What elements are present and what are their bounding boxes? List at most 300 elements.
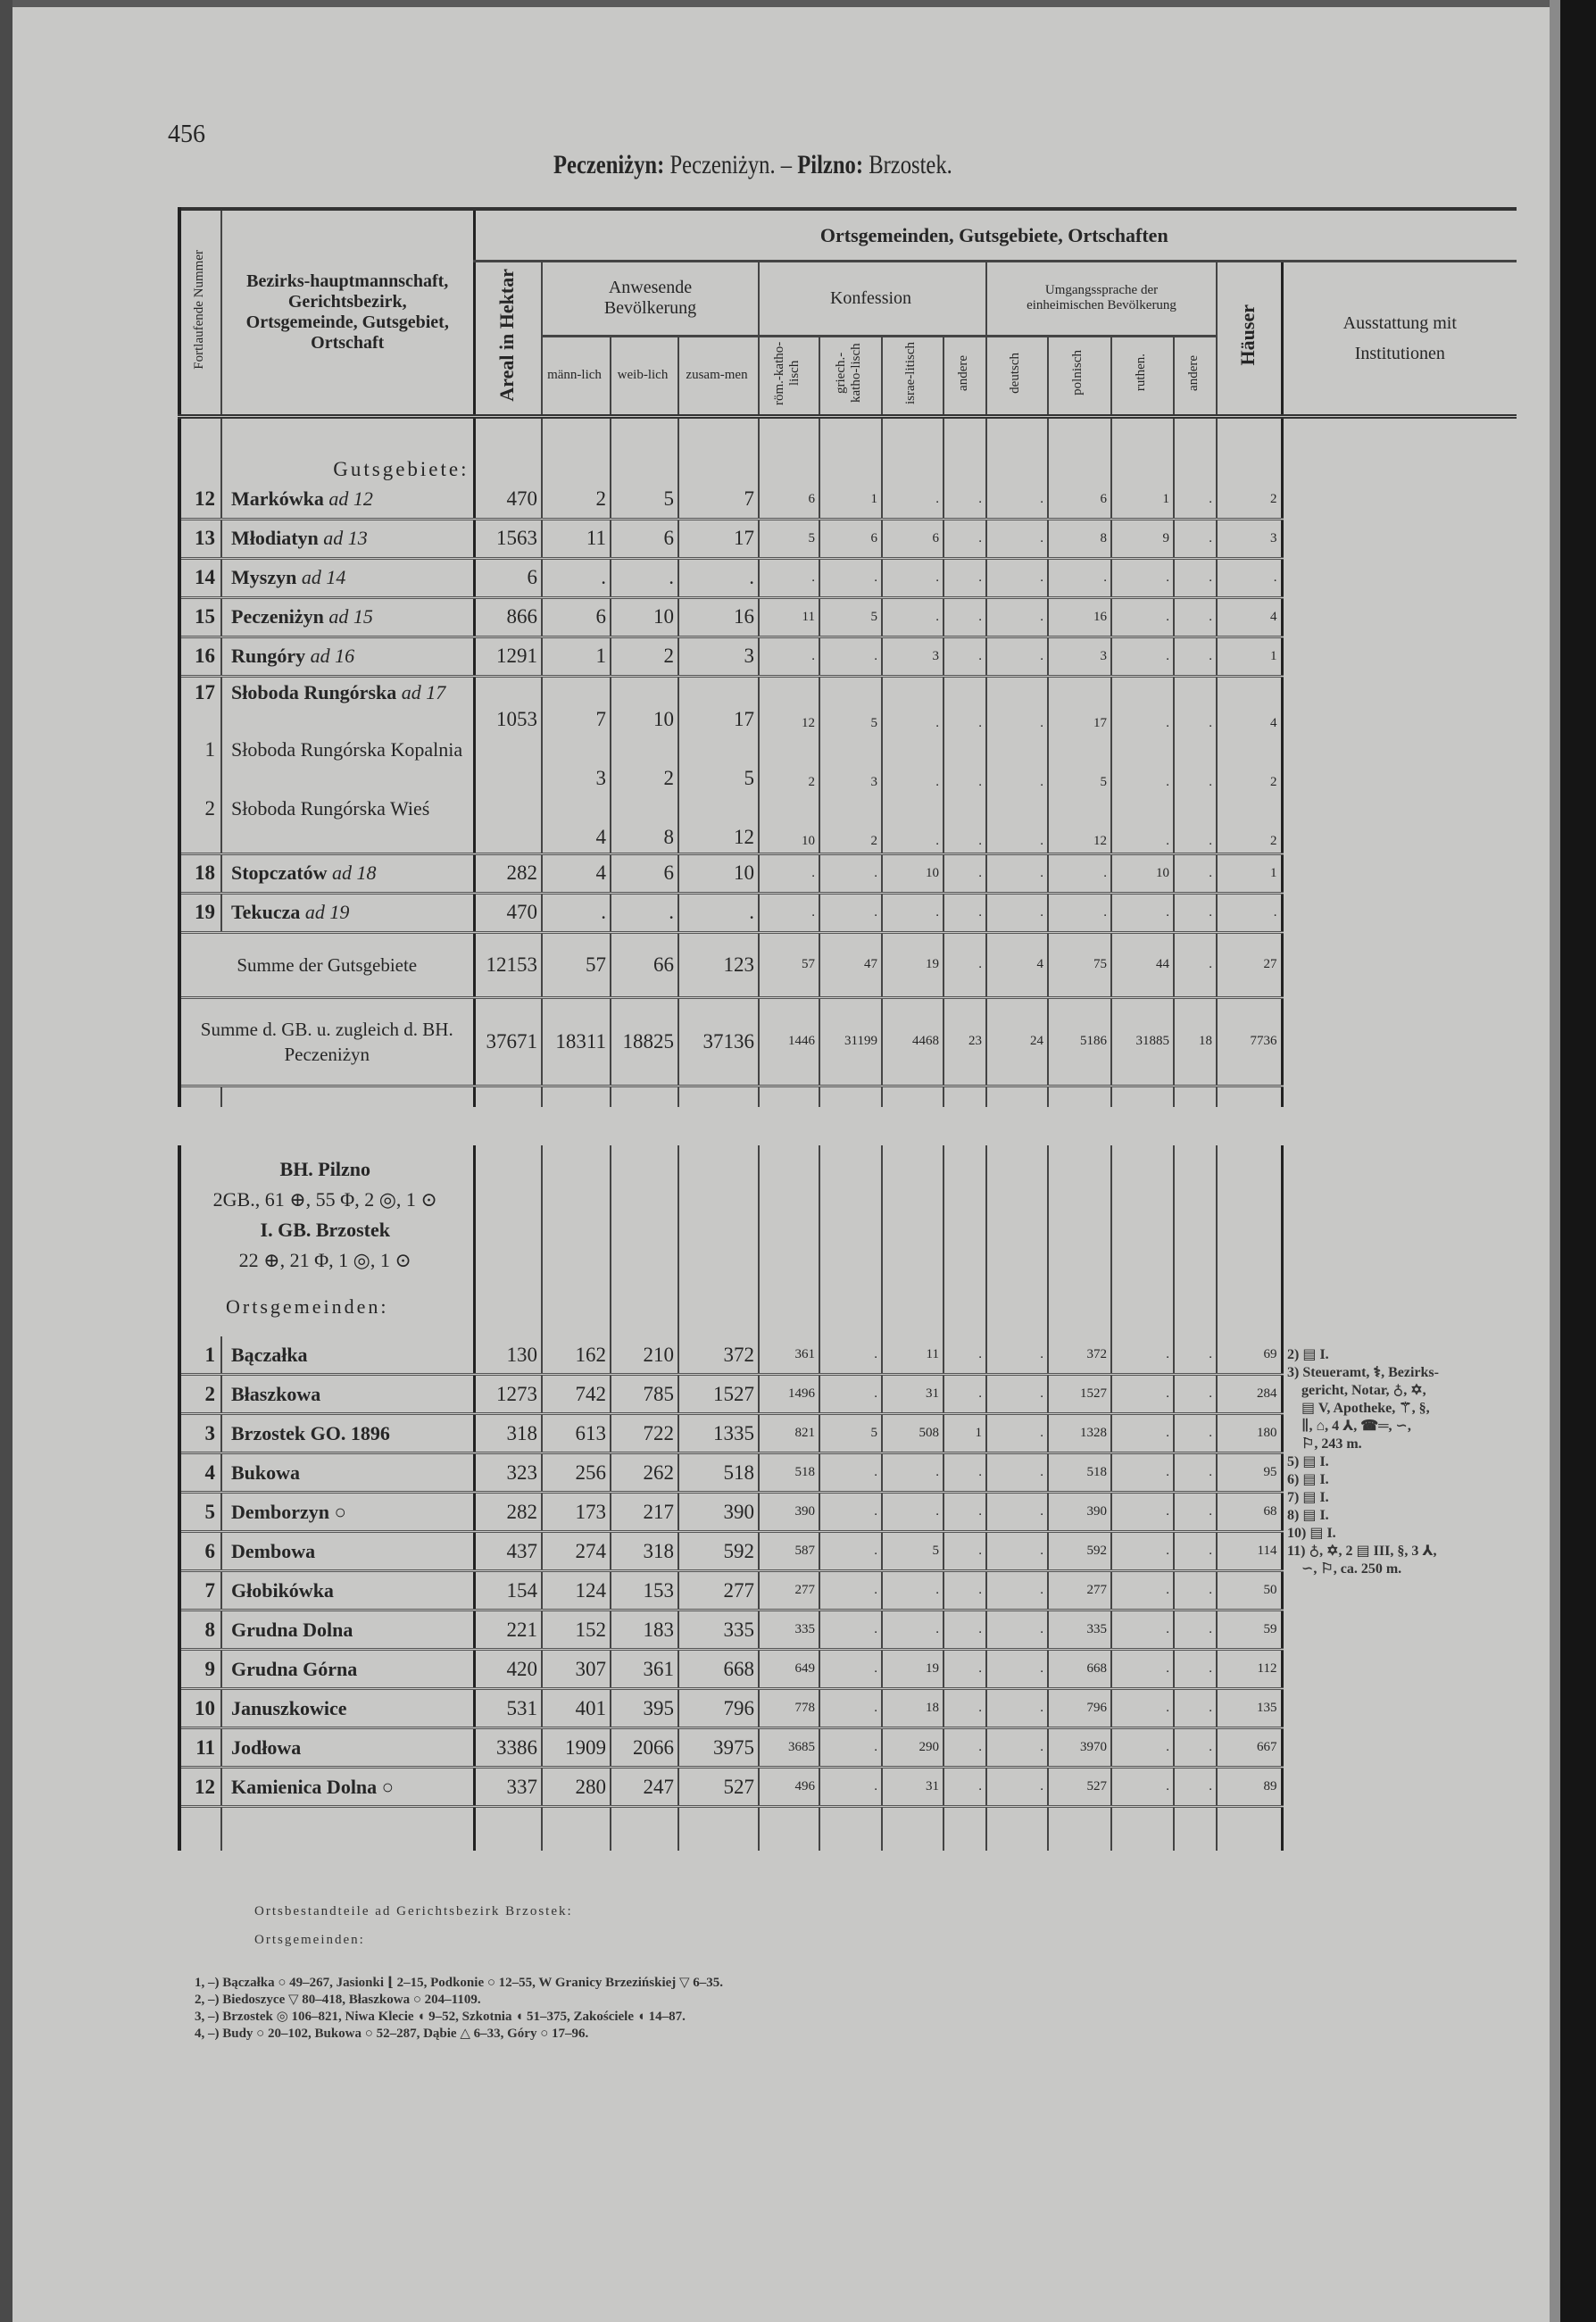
cell-language-other: . bbox=[1174, 637, 1217, 676]
cell-number: 16 bbox=[179, 637, 221, 676]
cell-name bbox=[221, 597, 474, 637]
cell-ruthenian: . bbox=[1111, 1375, 1174, 1414]
cell-religion-other: . bbox=[943, 637, 986, 676]
table-row bbox=[179, 853, 1517, 893]
cell-language-other: . bbox=[1174, 1453, 1217, 1493]
cell-areal: 318 bbox=[474, 1414, 542, 1453]
cell-israelite: . bbox=[882, 1453, 943, 1493]
cell-empty bbox=[759, 416, 819, 481]
cell-empty bbox=[1111, 1145, 1174, 1336]
cell-german: . bbox=[986, 676, 1048, 735]
place-ad-ref: ad 17 bbox=[401, 680, 446, 703]
cell-polish: 5 bbox=[1048, 735, 1111, 794]
cell-name: Januszkowice bbox=[221, 1689, 474, 1728]
cell-total: 3975 bbox=[678, 1728, 759, 1768]
cell-number: 8 bbox=[179, 1610, 221, 1650]
footer-title: Ortsbestandteile ad Gerichtsbezirk Brzostek: bbox=[254, 1904, 573, 1918]
cell-empty bbox=[611, 1807, 678, 1852]
cell-empty bbox=[542, 1807, 611, 1852]
cell-empty bbox=[943, 416, 986, 481]
cell-equipment bbox=[1282, 1610, 1517, 1650]
cell-ruthenian: . bbox=[1111, 558, 1174, 597]
section-label-gutsgebiete: Gutsgebiete: bbox=[221, 416, 474, 481]
cell-equipment bbox=[1282, 1768, 1517, 1807]
cell-greek-catholic: 1 bbox=[819, 481, 882, 520]
cell-areal: 866 bbox=[474, 597, 542, 637]
cell-female: 6 bbox=[611, 519, 678, 558]
cell-areal bbox=[474, 794, 542, 854]
header-isr bbox=[882, 336, 943, 416]
cell-male: 124 bbox=[542, 1571, 611, 1610]
cell-equipment bbox=[1282, 558, 1517, 597]
cell-empty bbox=[474, 1145, 542, 1336]
cell-total: 518 bbox=[678, 1453, 759, 1493]
cell-religion-other: . bbox=[943, 735, 986, 794]
court-district-stats: 22 ⊕, 21 Φ, 1 ◎, 1 ⊙ bbox=[238, 1249, 411, 1271]
cell-number bbox=[179, 1086, 221, 1107]
place-ad-ref: ad 12 bbox=[328, 487, 373, 510]
cell-israelite: . bbox=[882, 558, 943, 597]
cell-german: . bbox=[986, 1650, 1048, 1689]
equipment-note: 10) ▤ I. bbox=[1287, 1526, 1336, 1541]
cell-polish: 668 bbox=[1048, 1650, 1111, 1689]
cell-female: 2 bbox=[611, 637, 678, 676]
cell-empty bbox=[819, 416, 882, 481]
cell-ruthenian: . bbox=[1111, 1453, 1174, 1493]
place-name: Peczeniżyn bbox=[231, 605, 324, 628]
cell-greek-catholic: . bbox=[819, 1493, 882, 1532]
cell-polish: . bbox=[1048, 853, 1111, 893]
table-row bbox=[179, 637, 1517, 676]
running-head-text-2: Brzostek. bbox=[863, 150, 952, 179]
table-row bbox=[179, 1650, 1517, 1689]
cell-female: 8 bbox=[611, 794, 678, 854]
cell-houses: 95 bbox=[1217, 1453, 1282, 1493]
table-row bbox=[179, 1610, 1517, 1650]
cell-empty bbox=[759, 1086, 819, 1107]
cell-greek-catholic: . bbox=[819, 1689, 882, 1728]
cell-houses: 68 bbox=[1217, 1493, 1282, 1532]
cell-empty bbox=[1048, 1086, 1111, 1107]
cell-polish: 16 bbox=[1048, 597, 1111, 637]
cell-greek-catholic: 2 bbox=[819, 794, 882, 854]
cell-roman-catholic: 3685 bbox=[759, 1728, 819, 1768]
footer-line: 3, –) Brzostek ◎ 106–821, Niwa Klecie ◖ 9–52, Szkotnia ◖ 51–375, Zakościele ◖ 14–87. bbox=[195, 2010, 686, 2024]
cell-male: 57 bbox=[542, 932, 611, 997]
cell-total: 277 bbox=[678, 1571, 759, 1610]
cell-name bbox=[221, 1807, 474, 1852]
cell-number: 1 bbox=[179, 1336, 221, 1375]
cell-houses: 59 bbox=[1217, 1610, 1282, 1650]
cell-empty bbox=[611, 1086, 678, 1107]
cell-empty bbox=[986, 416, 1048, 481]
cell-german: . bbox=[986, 1493, 1048, 1532]
cell-religion-other: 1 bbox=[943, 1414, 986, 1453]
cell-religion-other: . bbox=[943, 1453, 986, 1493]
cell-religion-other: . bbox=[943, 519, 986, 558]
cell-empty bbox=[986, 1145, 1048, 1336]
cell-israelite: . bbox=[882, 1571, 943, 1610]
place-ad-ref: ad 13 bbox=[323, 527, 368, 549]
table-row bbox=[179, 597, 1517, 637]
cell-roman-catholic: 12 bbox=[759, 676, 819, 735]
cell-language-other: . bbox=[1174, 558, 1217, 597]
cell-german: . bbox=[986, 1453, 1048, 1493]
cell-religion-other: . bbox=[943, 893, 986, 932]
cell-empty bbox=[1048, 416, 1111, 481]
header-name: Bezirks-hauptmannschaft, Gerichtsbezirk, Ortsgemeinde, Gutsgebiet, Ortschaft bbox=[221, 209, 474, 416]
cell-empty bbox=[1111, 1086, 1174, 1107]
cell-german: . bbox=[986, 853, 1048, 893]
cell-empty bbox=[759, 1145, 819, 1336]
cell-female: 722 bbox=[611, 1414, 678, 1453]
section-label-ortsgemeinden: Ortsgemeinden: bbox=[226, 1295, 389, 1318]
cell-greek-catholic: . bbox=[819, 1532, 882, 1571]
cell-number: 6 bbox=[179, 1532, 221, 1571]
cell-areal: 1563 bbox=[474, 519, 542, 558]
cell-empty bbox=[1217, 416, 1282, 481]
cell-greek-catholic: . bbox=[819, 1453, 882, 1493]
cell-empty bbox=[819, 1086, 882, 1107]
cell-greek-catholic: . bbox=[819, 1336, 882, 1375]
cell-female: 2 bbox=[611, 735, 678, 794]
cell-german: . bbox=[986, 1610, 1048, 1650]
running-head-text-1: Peczeniżyn. – bbox=[664, 150, 798, 179]
cell-ruthenian: 9 bbox=[1111, 519, 1174, 558]
cell-name: Grudna Górna bbox=[221, 1650, 474, 1689]
cell-israelite: 11 bbox=[882, 1336, 943, 1375]
cell-polish: . bbox=[1048, 558, 1111, 597]
cell-israelite: . bbox=[882, 893, 943, 932]
cell-empty bbox=[611, 1145, 678, 1336]
cell-houses: 50 bbox=[1217, 1571, 1282, 1610]
cell-language-other: . bbox=[1174, 1689, 1217, 1728]
cell-equipment bbox=[1282, 637, 1517, 676]
cell-empty bbox=[611, 416, 678, 481]
cell-total: 527 bbox=[678, 1768, 759, 1807]
cell-ruthenian: . bbox=[1111, 1768, 1174, 1807]
cell-equipment bbox=[1282, 932, 1517, 997]
place-name: Tekucza bbox=[231, 901, 301, 923]
cell-ruthenian: . bbox=[1111, 735, 1174, 794]
table-row bbox=[179, 1768, 1517, 1807]
cell-number bbox=[179, 416, 221, 481]
cell-israelite: . bbox=[882, 735, 943, 794]
equipment-note: gericht, Notar, ♁, ✡, bbox=[1287, 1383, 1426, 1398]
cell-number: 10 bbox=[179, 1689, 221, 1728]
footer-line: 4, –) Budy ○ 20–102, Bukowa ○ 52–287, Dąbie △ 6–33, Góry ○ 17–96. bbox=[195, 2027, 589, 2041]
cell-empty bbox=[542, 1145, 611, 1336]
cell-areal: 3386 bbox=[474, 1728, 542, 1768]
equipment-note: 8) ▤ I. bbox=[1287, 1508, 1329, 1523]
cell-total: . bbox=[678, 558, 759, 597]
cell-religion-other: . bbox=[943, 1532, 986, 1571]
cell-name: Błaszkowa bbox=[221, 1375, 474, 1414]
cell-religion-other: . bbox=[943, 1493, 986, 1532]
cell-number bbox=[179, 1807, 221, 1852]
cell-female: 153 bbox=[611, 1571, 678, 1610]
cell-israelite: . bbox=[882, 676, 943, 735]
cell-empty bbox=[882, 1145, 943, 1336]
header-title: Ortsgemeinden, Gutsgebiete, Ortschaften bbox=[474, 209, 1517, 261]
cell-roman-catholic: 10 bbox=[759, 794, 819, 854]
cell-houses: 3 bbox=[1217, 519, 1282, 558]
cell-equipment bbox=[1282, 893, 1517, 932]
cell-total: 1335 bbox=[678, 1414, 759, 1453]
equipment-note: 11) ♁, ✡, 2 ▤ III, §, 3 ⅄, bbox=[1287, 1544, 1437, 1559]
cell-language-other: . bbox=[1174, 893, 1217, 932]
place-name: Młodiatyn bbox=[231, 527, 319, 549]
cell-ruthenian: . bbox=[1111, 1532, 1174, 1571]
cell-houses: 1 bbox=[1217, 853, 1282, 893]
cell-female: 183 bbox=[611, 1610, 678, 1650]
place-name: Myszyn bbox=[231, 566, 297, 588]
cell-areal: 323 bbox=[474, 1453, 542, 1493]
cell-empty bbox=[882, 416, 943, 481]
cell-polish: 8 bbox=[1048, 519, 1111, 558]
cell-german: . bbox=[986, 637, 1048, 676]
cell-ruthenian: . bbox=[1111, 1571, 1174, 1610]
cell-empty bbox=[986, 1086, 1048, 1107]
cell-name bbox=[221, 735, 474, 794]
cell-ruthenian: . bbox=[1111, 1414, 1174, 1453]
cell-roman-catholic: 518 bbox=[759, 1453, 819, 1493]
cell-language-other: . bbox=[1174, 932, 1217, 997]
cell-male: 11 bbox=[542, 519, 611, 558]
table-row bbox=[179, 893, 1517, 932]
cell-german: . bbox=[986, 1375, 1048, 1414]
cell-polish: 3 bbox=[1048, 637, 1111, 676]
cell-language-other: . bbox=[1174, 1493, 1217, 1532]
cell-religion-other: . bbox=[943, 1689, 986, 1728]
cell-polish: 518 bbox=[1048, 1453, 1111, 1493]
cell-empty bbox=[1217, 1086, 1282, 1107]
header-houses bbox=[1217, 261, 1282, 416]
cell-ruthenian: . bbox=[1111, 1493, 1174, 1532]
cell-name bbox=[221, 481, 474, 520]
cell-houses: 112 bbox=[1217, 1650, 1282, 1689]
place-ad-ref: ad 18 bbox=[332, 861, 377, 884]
cell-male: 280 bbox=[542, 1768, 611, 1807]
cell-male: 2 bbox=[542, 481, 611, 520]
cell-houses: . bbox=[1217, 558, 1282, 597]
page-number: 456 bbox=[168, 121, 205, 148]
cell-roman-catholic: 649 bbox=[759, 1650, 819, 1689]
cell-male: 613 bbox=[542, 1414, 611, 1453]
cell-areal: 1273 bbox=[474, 1375, 542, 1414]
footer-subtitle: Ortsgemeinden: bbox=[254, 1933, 365, 1947]
cell-israelite: . bbox=[882, 794, 943, 854]
header-population: Anwesende Bevölkerung bbox=[542, 261, 759, 336]
cell-total: 16 bbox=[678, 597, 759, 637]
statistics-table-peczenizyn bbox=[178, 207, 1517, 1107]
cell-israelite: . bbox=[882, 1610, 943, 1650]
cell-areal: 420 bbox=[474, 1650, 542, 1689]
cell-male: 1 bbox=[542, 637, 611, 676]
cell-ruthenian: . bbox=[1111, 637, 1174, 676]
cell-female: . bbox=[611, 558, 678, 597]
cell-equipment bbox=[1282, 519, 1517, 558]
cell-total: 17 bbox=[678, 519, 759, 558]
cell-empty bbox=[1174, 1086, 1217, 1107]
cell-name bbox=[221, 893, 474, 932]
cell-religion-other: . bbox=[943, 481, 986, 520]
section-label-row bbox=[179, 416, 1517, 481]
cell-empty bbox=[678, 416, 759, 481]
cell-female: 210 bbox=[611, 1336, 678, 1375]
cell-greek-catholic: 47 bbox=[819, 932, 882, 997]
header-de-label: deutsch bbox=[1008, 352, 1022, 394]
cell-roman-catholic: 11 bbox=[759, 597, 819, 637]
cell-empty bbox=[882, 1807, 943, 1852]
cell-empty bbox=[678, 1086, 759, 1107]
header-isr-label: israe-litisch bbox=[903, 341, 918, 404]
cell-male: 742 bbox=[542, 1375, 611, 1414]
header-lang-other-label: andere bbox=[1185, 354, 1201, 391]
table-row bbox=[179, 1689, 1517, 1728]
cell-language-other: . bbox=[1174, 1728, 1217, 1768]
cell-polish: 372 bbox=[1048, 1336, 1111, 1375]
cell-male: 307 bbox=[542, 1650, 611, 1689]
cell-religion-other: . bbox=[943, 1650, 986, 1689]
cell-german: . bbox=[986, 1768, 1048, 1807]
cell-german: 4 bbox=[986, 932, 1048, 997]
cell-male: 274 bbox=[542, 1532, 611, 1571]
cell-language-other: 18 bbox=[1174, 997, 1217, 1086]
cell-israelite: 6 bbox=[882, 519, 943, 558]
cell-number: 7 bbox=[179, 1571, 221, 1610]
cell-greek-catholic: 5 bbox=[819, 597, 882, 637]
cell-religion-other: . bbox=[943, 932, 986, 997]
place-name: Słoboda Rungórska Kopalnia bbox=[231, 737, 463, 761]
cell-polish: 12 bbox=[1048, 794, 1111, 854]
header-ru bbox=[1111, 336, 1174, 416]
cell-total: 1527 bbox=[678, 1375, 759, 1414]
cell-name bbox=[221, 676, 474, 735]
cell-religion-other: . bbox=[943, 558, 986, 597]
cell-language-other: . bbox=[1174, 1610, 1217, 1650]
cell-houses: 135 bbox=[1217, 1689, 1282, 1728]
cell-german: . bbox=[986, 481, 1048, 520]
cell-language-other: . bbox=[1174, 1532, 1217, 1571]
cell-houses: 27 bbox=[1217, 932, 1282, 997]
cell-greek-catholic: 6 bbox=[819, 519, 882, 558]
cell-israelite: 508 bbox=[882, 1414, 943, 1453]
cell-name: Jodłowa bbox=[221, 1728, 474, 1768]
table-row bbox=[179, 676, 1517, 735]
cell-israelite: 4468 bbox=[882, 997, 943, 1086]
cell-language-other: . bbox=[1174, 676, 1217, 735]
cell-empty bbox=[882, 1086, 943, 1107]
cell-number: 12 bbox=[179, 481, 221, 520]
cell-polish: 277 bbox=[1048, 1571, 1111, 1610]
cell-total: 37136 bbox=[678, 997, 759, 1086]
cell-israelite: 19 bbox=[882, 1650, 943, 1689]
cell-total: 335 bbox=[678, 1610, 759, 1650]
footer-line: 2, –) Biedoszyce ▽ 80–418, Błaszkowa ○ 204–1109. bbox=[195, 1993, 481, 2007]
equipment-note: ▤ V, Apotheke, ⚚, §, bbox=[1287, 1401, 1430, 1416]
cell-total: 796 bbox=[678, 1689, 759, 1728]
cell-empty bbox=[819, 1145, 882, 1336]
cell-female: 785 bbox=[611, 1375, 678, 1414]
cell-israelite: . bbox=[882, 481, 943, 520]
cell-greek-catholic: . bbox=[819, 1768, 882, 1807]
cell-israelite: . bbox=[882, 597, 943, 637]
cell-areal: 37671 bbox=[474, 997, 542, 1086]
cell-empty bbox=[678, 1145, 759, 1336]
cell-houses: . bbox=[1217, 893, 1282, 932]
cell-areal: 437 bbox=[474, 1532, 542, 1571]
cell-houses: 2 bbox=[1217, 481, 1282, 520]
equipment-note: ∥, ⌂, 4 ⅄, ☎═, ∽, bbox=[1287, 1419, 1411, 1434]
cell-female: 18825 bbox=[611, 997, 678, 1086]
cell-empty bbox=[542, 416, 611, 481]
cell-houses: 69 bbox=[1217, 1336, 1282, 1375]
cell-german: . bbox=[986, 519, 1048, 558]
cell-male: 3 bbox=[542, 735, 611, 794]
cell-roman-catholic: 778 bbox=[759, 1689, 819, 1728]
place-ad-ref: ad 15 bbox=[328, 605, 373, 628]
cell-houses: 1 bbox=[1217, 637, 1282, 676]
cell-female: 395 bbox=[611, 1689, 678, 1728]
cell-polish: 592 bbox=[1048, 1532, 1111, 1571]
cell-male: 6 bbox=[542, 597, 611, 637]
cell-areal: 1291 bbox=[474, 637, 542, 676]
cell-total: 7 bbox=[678, 481, 759, 520]
scan-edge-top bbox=[0, 0, 1596, 7]
cell-total: 123 bbox=[678, 932, 759, 997]
place-ad-ref: ad 16 bbox=[310, 645, 355, 667]
cell-religion-other: . bbox=[943, 853, 986, 893]
header-houses-label: Häuser bbox=[1235, 304, 1259, 366]
cell-german: . bbox=[986, 893, 1048, 932]
court-district-name: I. GB. Brzostek bbox=[260, 1219, 390, 1241]
table-row bbox=[179, 735, 1517, 794]
cell-roman-catholic: 277 bbox=[759, 1571, 819, 1610]
cell-polish: 796 bbox=[1048, 1689, 1111, 1728]
cell-male: 162 bbox=[542, 1336, 611, 1375]
header-areal bbox=[474, 261, 542, 416]
cell-roman-catholic: 587 bbox=[759, 1532, 819, 1571]
cell-name: Bukowa bbox=[221, 1453, 474, 1493]
cell-number: 18 bbox=[179, 853, 221, 893]
cell-empty bbox=[474, 416, 542, 481]
cell-language-other: . bbox=[1174, 1571, 1217, 1610]
cell-israelite: 5 bbox=[882, 1532, 943, 1571]
cell-equipment bbox=[1282, 1807, 1517, 1852]
cell-roman-catholic: 390 bbox=[759, 1493, 819, 1532]
cell-israelite: 19 bbox=[882, 932, 943, 997]
cell-polish: 527 bbox=[1048, 1768, 1111, 1807]
cell-roman-catholic: 821 bbox=[759, 1414, 819, 1453]
cell-houses: 2 bbox=[1217, 735, 1282, 794]
cell-equipment bbox=[1282, 1086, 1517, 1107]
cell-areal bbox=[474, 735, 542, 794]
cell-number: 1 bbox=[179, 735, 221, 794]
cell-total: 390 bbox=[678, 1493, 759, 1532]
cell-german: . bbox=[986, 558, 1048, 597]
cell-roman-catholic: 57 bbox=[759, 932, 819, 997]
header-pl-label: polnisch bbox=[1070, 350, 1085, 395]
cell-german: . bbox=[986, 794, 1048, 854]
cell-name bbox=[221, 1086, 474, 1107]
cell-equipment bbox=[1282, 794, 1517, 854]
cell-israelite: 290 bbox=[882, 1728, 943, 1768]
cell-name: Grudna Dolna bbox=[221, 1610, 474, 1650]
cell-religion-other: . bbox=[943, 1375, 986, 1414]
header-rel-other-label: andere bbox=[955, 354, 970, 391]
cell-religion-other: 23 bbox=[943, 997, 986, 1086]
